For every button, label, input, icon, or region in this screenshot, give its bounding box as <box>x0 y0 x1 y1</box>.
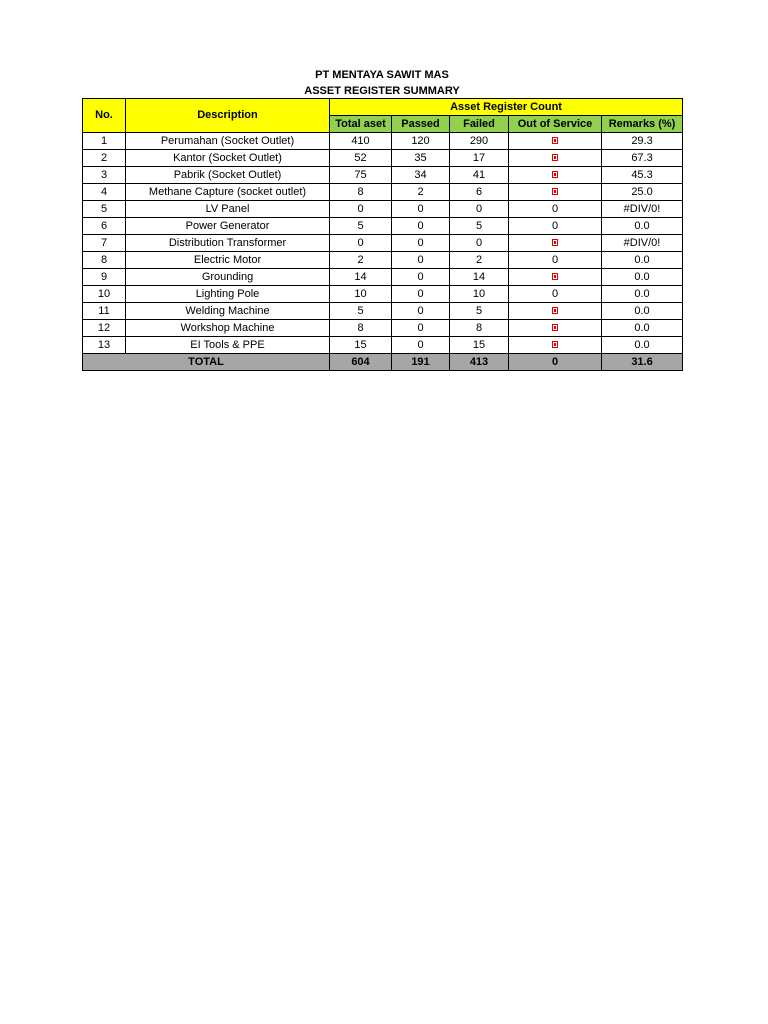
cell-description: Power Generator <box>126 218 330 235</box>
cell-failed: 290 <box>450 133 509 150</box>
cell-total-aset: 75 <box>330 167 392 184</box>
cell-remarks: 45.3 <box>602 167 683 184</box>
cell-description: Welding Machine <box>126 303 330 320</box>
cell-passed: 0 <box>392 235 450 252</box>
header-asset-register-count: Asset Register Count <box>330 99 683 116</box>
cell-remarks: 0.0 <box>602 337 683 354</box>
cell-passed: 2 <box>392 184 450 201</box>
total-oos-value: 0 <box>509 354 602 371</box>
cell-description: LV Panel <box>126 201 330 218</box>
table-row <box>83 218 683 235</box>
cell-passed: 0 <box>392 201 450 218</box>
cell-passed: 0 <box>392 286 450 303</box>
cell-total-aset: 0 <box>330 201 392 218</box>
table-body <box>83 133 683 354</box>
cell-failed: 5 <box>450 218 509 235</box>
cell-failed: 6 <box>450 184 509 201</box>
cell-total-aset: 52 <box>330 150 392 167</box>
cell-description: Distribution Transformer <box>126 235 330 252</box>
cell-out-of-service <box>509 184 602 201</box>
broken-glyph-icon <box>552 188 558 195</box>
cell-passed: 0 <box>392 252 450 269</box>
cell-out-of-service: 0 <box>509 218 602 235</box>
cell-failed: 0 <box>450 235 509 252</box>
cell-remarks: 0.0 <box>602 286 683 303</box>
cell-out-of-service <box>509 235 602 252</box>
cell-no: 9 <box>83 269 126 286</box>
header-no: No. <box>83 99 126 133</box>
cell-passed: 35 <box>392 150 450 167</box>
cell-remarks: 0.0 <box>602 218 683 235</box>
table-row <box>83 269 683 286</box>
broken-glyph-icon <box>552 324 558 331</box>
table-row <box>83 320 683 337</box>
cell-no: 4 <box>83 184 126 201</box>
broken-glyph-icon <box>552 171 558 178</box>
table-row <box>83 286 683 303</box>
header-passed: Passed <box>392 116 450 133</box>
cell-description: EI Tools & PPE <box>126 337 330 354</box>
total-row <box>83 354 683 371</box>
cell-failed: 5 <box>450 303 509 320</box>
cell-description: Grounding <box>126 269 330 286</box>
table-row <box>83 235 683 252</box>
cell-out-of-service <box>509 303 602 320</box>
cell-passed: 0 <box>392 303 450 320</box>
cell-no: 2 <box>83 150 126 167</box>
broken-glyph-icon <box>552 341 558 348</box>
broken-glyph-icon <box>552 154 558 161</box>
cell-total-aset: 14 <box>330 269 392 286</box>
cell-failed: 10 <box>450 286 509 303</box>
cell-no: 5 <box>83 201 126 218</box>
cell-description: Lighting Pole <box>126 286 330 303</box>
cell-out-of-service <box>509 337 602 354</box>
cell-total-aset: 15 <box>330 337 392 354</box>
cell-remarks: 0.0 <box>602 252 683 269</box>
broken-glyph-icon <box>552 273 558 280</box>
total-failed-value: 413 <box>450 354 509 371</box>
header-remarks: Remarks (%) <box>602 116 683 133</box>
cell-remarks: 67.3 <box>602 150 683 167</box>
total-remarks-value: 31.6 <box>602 354 683 371</box>
header-row-top <box>83 99 683 116</box>
total-label: TOTAL <box>83 354 330 371</box>
cell-no: 7 <box>83 235 126 252</box>
cell-total-aset: 8 <box>330 184 392 201</box>
cell-no: 12 <box>83 320 126 337</box>
cell-out-of-service <box>509 269 602 286</box>
cell-remarks: 25.0 <box>602 184 683 201</box>
total-aset-value: 604 <box>330 354 392 371</box>
cell-remarks: #DIV/0! <box>602 201 683 218</box>
cell-remarks: 0.0 <box>602 303 683 320</box>
cell-failed: 14 <box>450 269 509 286</box>
cell-remarks: 29.3 <box>602 133 683 150</box>
cell-total-aset: 5 <box>330 218 392 235</box>
cell-description: Kantor (Socket Outlet) <box>126 150 330 167</box>
table-row <box>83 303 683 320</box>
broken-glyph-icon <box>552 307 558 314</box>
cell-no: 13 <box>83 337 126 354</box>
cell-passed: 120 <box>392 133 450 150</box>
total-passed-value: 191 <box>392 354 450 371</box>
table-row <box>83 167 683 184</box>
broken-glyph-icon <box>552 239 558 246</box>
cell-description: Methane Capture (socket outlet) <box>126 184 330 201</box>
header-out-of-service: Out of Service <box>509 116 602 133</box>
cell-no: 6 <box>83 218 126 235</box>
header-total-aset: Total aset <box>330 116 392 133</box>
cell-out-of-service <box>509 320 602 337</box>
cell-out-of-service: 0 <box>509 286 602 303</box>
cell-out-of-service <box>509 167 602 184</box>
table-row <box>83 150 683 167</box>
cell-no: 3 <box>83 167 126 184</box>
cell-total-aset: 2 <box>330 252 392 269</box>
cell-remarks: 0.0 <box>602 320 683 337</box>
report-title-block <box>82 67 682 99</box>
cell-failed: 15 <box>450 337 509 354</box>
cell-total-aset: 8 <box>330 320 392 337</box>
cell-passed: 0 <box>392 320 450 337</box>
cell-description: Workshop Machine <box>126 320 330 337</box>
table-row <box>83 337 683 354</box>
cell-description: Electric Motor <box>126 252 330 269</box>
cell-total-aset: 5 <box>330 303 392 320</box>
asset-register-table <box>82 98 683 371</box>
header-failed: Failed <box>450 116 509 133</box>
header-description: Description <box>126 99 330 133</box>
cell-out-of-service <box>509 150 602 167</box>
cell-no: 1 <box>83 133 126 150</box>
cell-remarks: 0.0 <box>602 269 683 286</box>
cell-out-of-service: 0 <box>509 252 602 269</box>
cell-remarks: #DIV/0! <box>602 235 683 252</box>
cell-out-of-service <box>509 133 602 150</box>
cell-failed: 2 <box>450 252 509 269</box>
table-row <box>83 133 683 150</box>
company-name: PT MENTAYA SAWIT MAS <box>315 69 449 81</box>
cell-failed: 41 <box>450 167 509 184</box>
cell-passed: 34 <box>392 167 450 184</box>
cell-total-aset: 10 <box>330 286 392 303</box>
cell-no: 8 <box>83 252 126 269</box>
cell-out-of-service: 0 <box>509 201 602 218</box>
cell-failed: 8 <box>450 320 509 337</box>
cell-description: Pabrik (Socket Outlet) <box>126 167 330 184</box>
cell-description: Perumahan (Socket Outlet) <box>126 133 330 150</box>
cell-total-aset: 410 <box>330 133 392 150</box>
cell-failed: 17 <box>450 150 509 167</box>
cell-no: 10 <box>83 286 126 303</box>
broken-glyph-icon <box>552 137 558 144</box>
cell-passed: 0 <box>392 269 450 286</box>
table-row <box>83 252 683 269</box>
cell-total-aset: 0 <box>330 235 392 252</box>
cell-passed: 0 <box>392 218 450 235</box>
cell-failed: 0 <box>450 201 509 218</box>
report-subtitle: ASSET REGISTER SUMMARY <box>304 85 460 97</box>
table-row <box>83 184 683 201</box>
cell-no: 11 <box>83 303 126 320</box>
table-row <box>83 201 683 218</box>
cell-passed: 0 <box>392 337 450 354</box>
